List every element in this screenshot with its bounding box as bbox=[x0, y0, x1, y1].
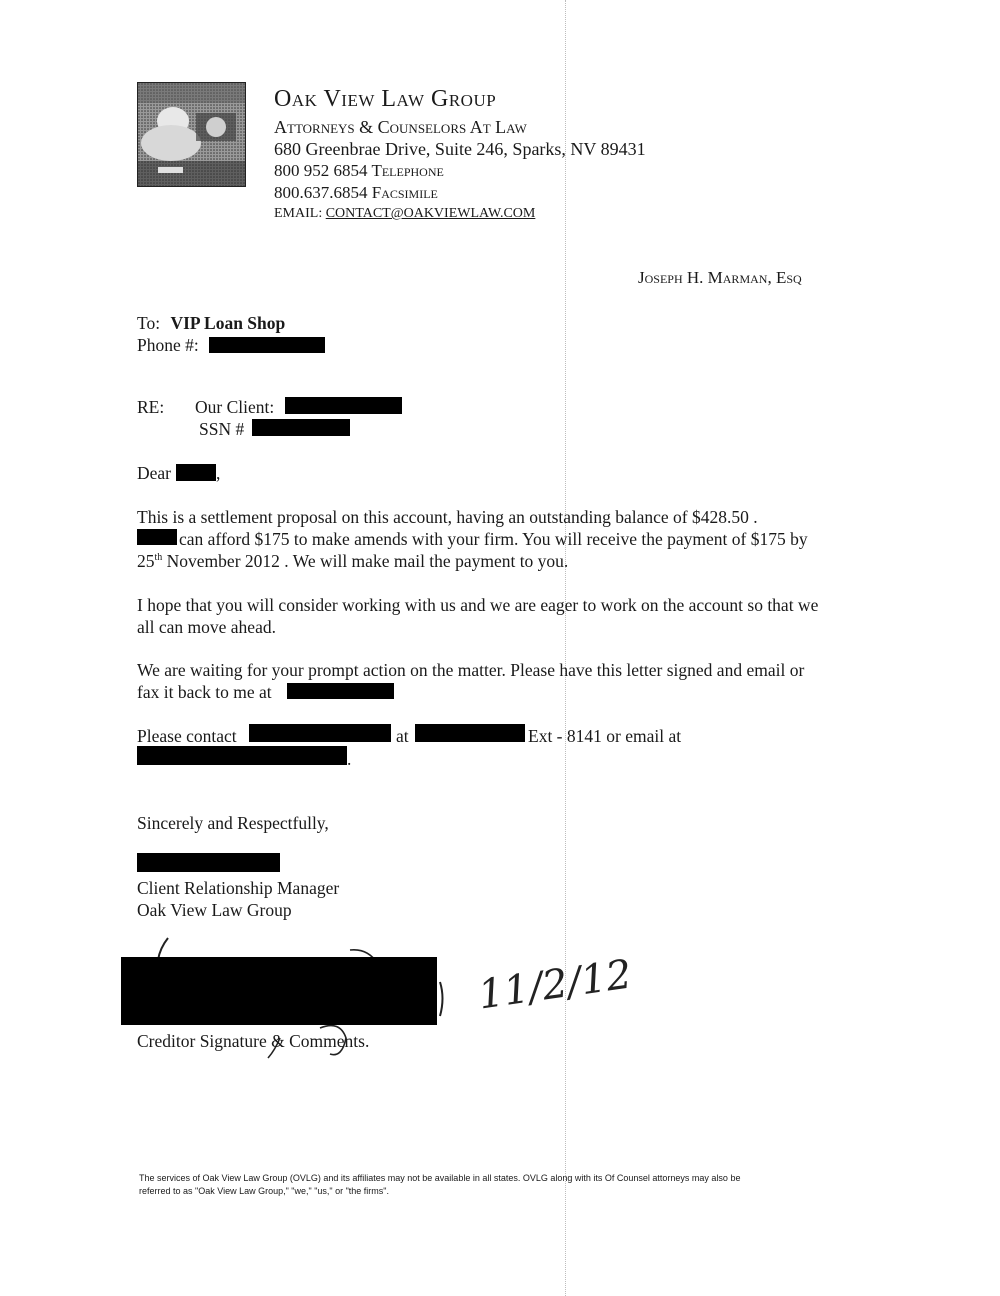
ssn-label: SSN # bbox=[199, 419, 245, 439]
client-label: Our Client: bbox=[195, 397, 275, 417]
p1-line1: This is a settlement proposal on this account, having an outstanding balance of $428.50 . bbox=[137, 507, 758, 527]
firm-subtitle: Attorneys & Counselors At Law bbox=[274, 117, 527, 137]
p1-day: 25 bbox=[137, 551, 155, 571]
p3-line2: fax it back to me at bbox=[137, 682, 272, 702]
p1-line2: can afford $175 to make amends with your firm. You will receive the payment of $175 by bbox=[179, 529, 808, 549]
signer-title: Client Relationship Manager bbox=[137, 878, 340, 898]
handwritten-date: 11/2/12 bbox=[475, 951, 635, 1019]
signature-label: Creditor Signature & Comments. bbox=[137, 1031, 370, 1051]
redacted-signer-name bbox=[137, 853, 280, 872]
p2-line1: I hope that you will consider working with us and we are eager to work on the account so that we bbox=[137, 595, 819, 615]
firm-email-line bbox=[274, 206, 535, 222]
redacted-contact-phone bbox=[415, 724, 525, 742]
to-line bbox=[137, 312, 285, 334]
redacted-client-name bbox=[285, 397, 402, 414]
signer-company: Oak View Law Group bbox=[137, 900, 292, 920]
footer-disclaimer-line1: The services of Oak View Law Group (OVLG) and its affiliates may not be available in all states. OVLG along with its Of Counsel attorneys may also be bbox=[139, 1173, 741, 1183]
footer-disclaimer-line2: referred to as "Oak View Law Group," "we," "us," or "the firms". bbox=[139, 1186, 389, 1196]
greeting: Dear bbox=[137, 463, 172, 483]
redacted-fax-number bbox=[287, 683, 394, 699]
redacted-contact-email bbox=[137, 746, 347, 765]
phone-label: Phone #: bbox=[137, 335, 199, 355]
re-label: RE: bbox=[137, 397, 165, 417]
p1-line3 bbox=[137, 550, 568, 572]
to-label: To: bbox=[137, 313, 161, 333]
page-fold-line bbox=[565, 0, 566, 1296]
firm-facsimile: 800.637.6854 Facsimile bbox=[274, 183, 438, 202]
firm-email-link[interactable]: CONTACT@OAKVIEWLAW.COM bbox=[325, 206, 536, 221]
attorney-name: Joseph H. Marman, Esq bbox=[638, 268, 802, 287]
p1-line3-rest: November 2012 . We will make mail the payment to you. bbox=[162, 551, 569, 571]
redacted-client-first-name bbox=[137, 529, 177, 545]
firm-name: Oak View Law Group bbox=[274, 86, 497, 112]
p3-line1: We are waiting for your prompt action on the matter. Please have this letter signed and email or bbox=[137, 660, 805, 680]
firm-telephone: 800 952 6854 Telephone bbox=[274, 161, 444, 180]
p4-at: at bbox=[396, 726, 409, 746]
p2-line2: all can move ahead. bbox=[137, 617, 276, 637]
firm-logo bbox=[137, 82, 246, 187]
redacted-creditor-signature bbox=[121, 957, 437, 1025]
redacted-phone bbox=[209, 337, 325, 353]
redacted-ssn bbox=[252, 419, 350, 436]
redacted-contact-name bbox=[249, 724, 391, 742]
email-label: EMAIL: bbox=[274, 206, 323, 221]
greeting-comma: , bbox=[216, 463, 221, 483]
p4-ext: Ext - 8141 or email at bbox=[528, 726, 682, 746]
p1-day-suffix: th bbox=[154, 552, 163, 564]
p4-please-contact: Please contact bbox=[137, 726, 237, 746]
closing-sincerely: Sincerely and Respectfully, bbox=[137, 813, 329, 833]
recipient-name: VIP Loan Shop bbox=[170, 313, 286, 333]
p4-period: . bbox=[347, 749, 352, 769]
redacted-greeting-name bbox=[176, 464, 216, 481]
firm-address: 680 Greenbrae Drive, Suite 246, Sparks, NV 89431 bbox=[274, 139, 646, 159]
